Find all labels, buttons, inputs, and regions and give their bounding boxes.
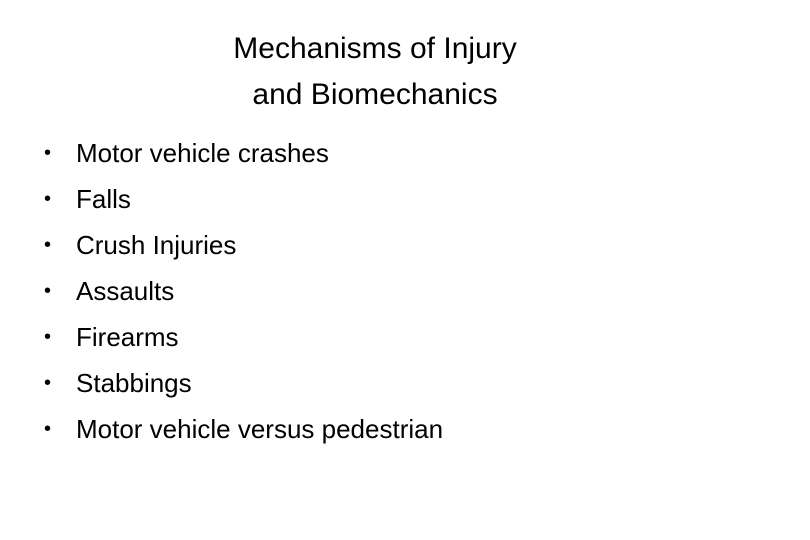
bullet-text: Assaults	[76, 275, 175, 306]
bullet-icon: •	[44, 372, 52, 394]
bullet-item	[44, 222, 443, 268]
bullet-item	[44, 406, 443, 452]
bullet-icon: •	[44, 142, 52, 164]
bullet-item	[44, 268, 443, 314]
slide-title-line-2: and Biomechanics	[252, 78, 498, 111]
bullet-text: Firearms	[76, 321, 179, 352]
bullet-item	[44, 314, 443, 360]
slide-title	[150, 26, 600, 118]
bullet-item	[44, 176, 443, 222]
bullet-text: Crush Injuries	[76, 229, 237, 260]
bullet-text: Motor vehicle versus pedestrian	[76, 413, 444, 444]
bullet-item	[44, 360, 443, 406]
bullet-list	[44, 130, 443, 452]
bullet-icon: •	[44, 280, 52, 302]
bullet-item	[44, 130, 443, 176]
bullet-text: Falls	[76, 183, 131, 214]
slide-title-line-1: Mechanisms of Injury	[233, 32, 517, 65]
bullet-text: Stabbings	[76, 367, 192, 398]
bullet-icon: •	[44, 188, 52, 210]
bullet-icon: •	[44, 418, 52, 440]
bullet-text: Motor vehicle crashes	[76, 137, 329, 168]
bullet-icon: •	[44, 326, 52, 348]
bullet-icon: •	[44, 234, 52, 256]
